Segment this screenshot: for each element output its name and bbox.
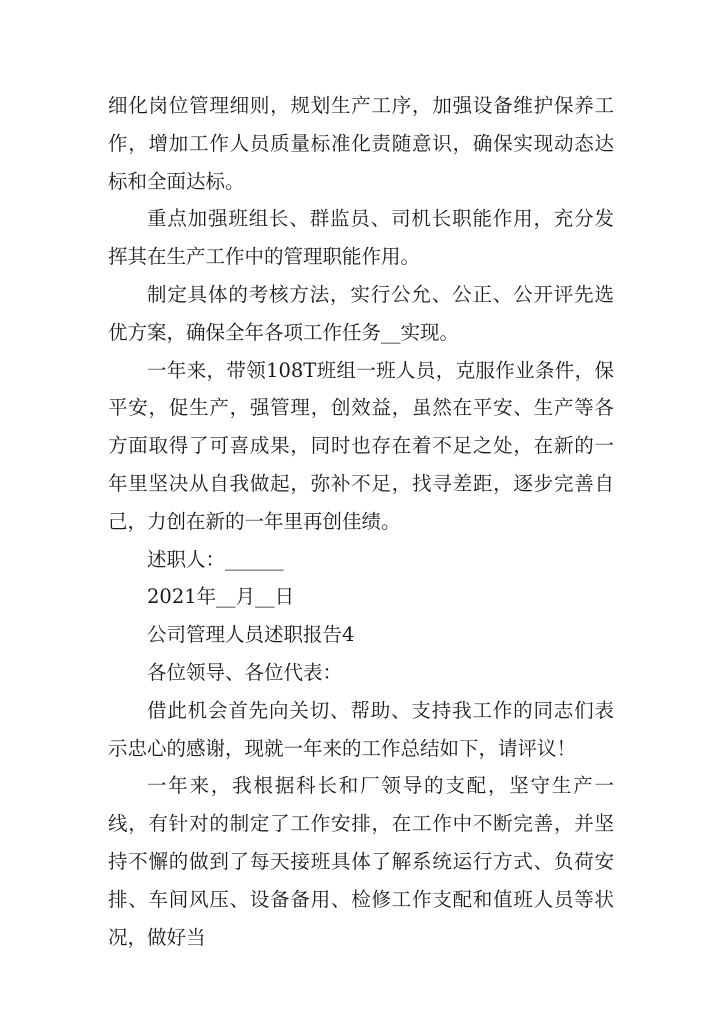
signature-label: 述职人：______ [147,547,284,571]
paragraph-work-details: 一年来，我根据科长和厂领导的支配，坚守生产一线，有针对的制定了工作安排，在工作中不断完善，并坚持不懈的做到了每天接班具体了解系统运行方式、负荷安排、车间风压、设备备用、检修工作支配和值班人员等状况，做好当 [108,774,614,949]
salutation: 各位领导、各位代表： [147,660,343,684]
document-body [108,87,614,956]
paragraph-thanks: 借此机会首先向关切、帮助、支持我工作的同志们表示忠心的感谢，现就一年来的工作总结如下，请评议！ [108,698,614,760]
paragraph-continued: 细化岗位管理细则，规划生产工序，加强设备维护保养工作，增加工作人员质量标准化责随意识，确保实现动态达标和全面达标。 [108,94,614,193]
paragraph-key-roles: 重点加强班组长、群监员、司机长职能作用，充分发挥其在生产工作中的管理职能作用。 [108,207,614,269]
paragraph-year-summary: 一年来，带领108T班组一班人员，克服作业条件，保平安，促生产，强管理，创效益，虽然在平安、生产等各方面取得了可喜成果，同时也存在着不足之处，在新的一年里坚决从自我做起，弥补不足，找寻差距，逐步完善自己，力创在新的一年里再创佳绩。 [108,358,614,533]
date-line: 2021年__月__日 [147,585,295,609]
paragraph-assessment: 制定具体的考核方法，实行公允、公正、公开评先选优方案，确保全年各项工作任务__实现。 [108,282,614,344]
report-title: 公司管理人员述职报告4 [147,623,355,647]
